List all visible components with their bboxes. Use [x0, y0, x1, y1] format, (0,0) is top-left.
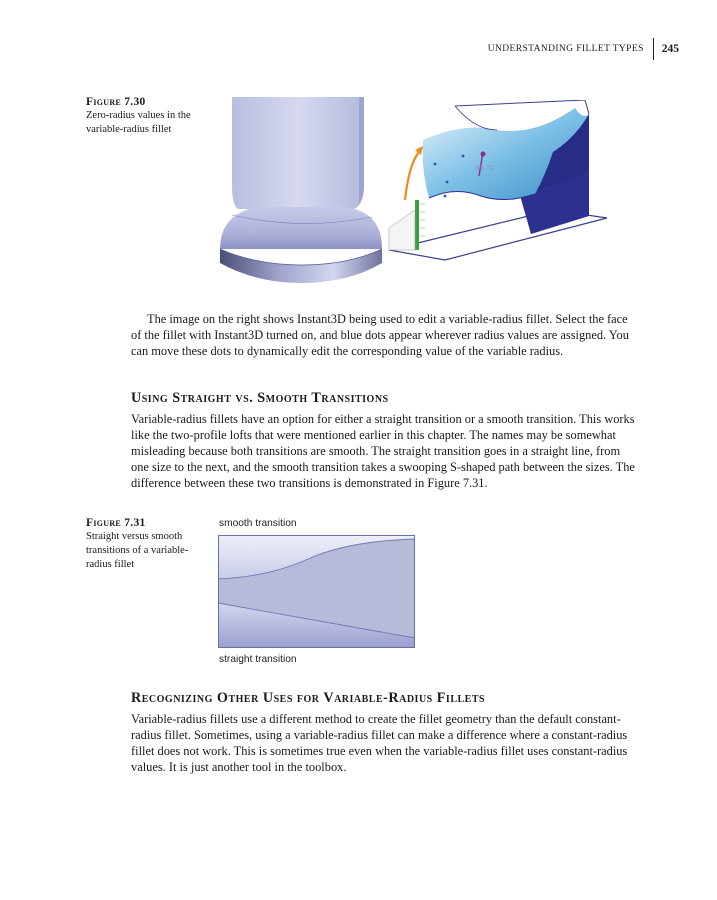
section-heading-other-uses: Recognizing Other Uses for Variable-Radius Fillets	[131, 690, 486, 706]
figure-7-30-right-image	[385, 100, 610, 270]
figure-7-31-image	[218, 535, 415, 648]
running-head	[488, 40, 679, 58]
figure-7-30-label: Figure 7.30	[86, 96, 146, 108]
figure-7-30-caption	[86, 95, 211, 137]
paragraph-other-uses: Variable-radius fillets use a different method to create the fillet geometry than the default constant-radius fillet. Sometimes, using a variable-radius fillet can make a difference where a constant-radius fillet does not work. This is sometimes true even when the variable-radius fillet uses constant-radius values. It is just another tool in the toolbox.	[131, 712, 628, 774]
straight-transition-label: straight transition	[219, 654, 297, 665]
figure-7-31-caption-text: Straight versus smooth transitions of a variable-radius fillet	[86, 531, 189, 570]
radius-dimension-label: R5.70	[475, 165, 494, 172]
page-number: 245	[661, 43, 679, 55]
figure-7-30-left-image	[216, 97, 386, 285]
paragraph-instant3d: The image on the right shows Instant3D being used to edit a variable-radius fillet. Select the face of the fillet with Instant3D turned on, and blue dots appear wherever radius values are assigned. You can move these dots to dynamically edit the corresponding value of the variable radius.	[131, 312, 629, 358]
running-head-divider	[653, 38, 654, 60]
figure-7-31-label: Figure 7.31	[86, 517, 146, 529]
section-heading-transitions: Using Straight vs. Smooth Transitions	[131, 390, 389, 406]
smooth-transition-label: smooth transition	[219, 518, 297, 529]
figure-7-31-caption	[86, 516, 211, 572]
paragraph-transitions: Variable-radius fillets have an option for either a straight transition or a smooth transition. This works like the two-profile lofts that were mentioned earlier in this chapter. The names may be somewhat misleading because both transitions are smooth. The straight transition goes in a straight line, from one size to the next, and the smooth transition takes a swooping S-shaped path between the sizes. The difference between these two transitions is demonstrated in Figure 7.31.	[131, 412, 635, 490]
running-head-title: UNDERSTANDING FILLET TYPES	[487, 44, 644, 54]
figure-7-30-caption-text: Zero-radius values in the variable-radius fillet	[86, 110, 191, 135]
